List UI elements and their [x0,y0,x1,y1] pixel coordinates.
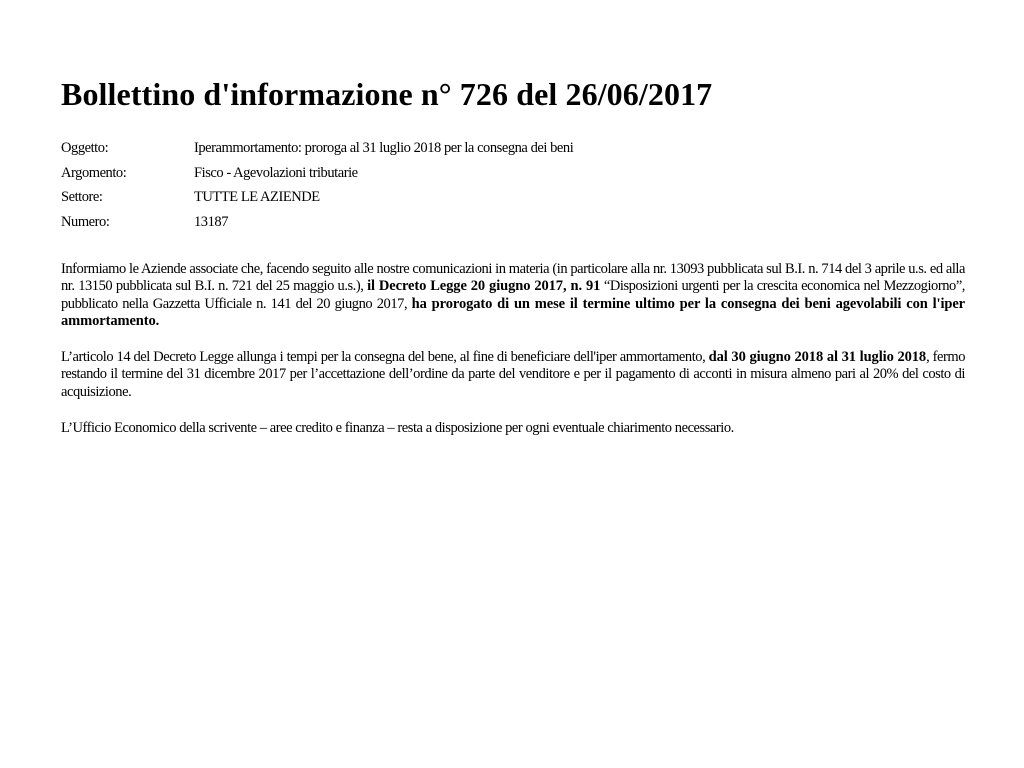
paragraph-bold-text: il Decreto Legge 20 giugno 2017, n. 91 [367,278,601,295]
paragraph-bold-text: dal 30 giugno 2018 al 31 luglio 2018 [708,349,927,366]
metadata-row-oggetto [61,138,961,158]
paragraph-text: L’Ufficio Economico della scrivente – aree credito e finanza – resta a disposizione per ogni eventuale chiarimento necessario. [61,420,734,437]
paragraph-bold-text: ha prorogato di un mese il termine ultimo per la consegna dei beni agevolabili con l'iper ammortamento. [61,295,966,329]
metadata-table [61,138,961,236]
paragraph-intro [61,261,965,330]
paragraph-article-14 [61,349,965,401]
metadata-label: Oggetto: [61,140,109,156]
metadata-label: Argomento: [61,164,127,181]
paragraph-contact [61,420,965,437]
paragraph-text: “Disposizioni urgenti per la crescita economica nel Mezzogiorno”, pubblicato nella Gazzetta Ufficiale n. 141 del 20 giugno 2017, [61,278,965,312]
page-title: Bollettino d'informazione n° 726 del 26/06/2017 [61,76,713,112]
metadata-value-subject: Iperammortamento: proroga al 31 luglio 2018 per la consegna dei beni [194,140,574,156]
metadata-label: Settore: [61,189,103,205]
metadata-row-argomento [61,163,961,183]
metadata-row-settore [61,187,961,207]
paragraph-text: , fermo restando il termine del 31 dicembre 2017 per l’accettazione dell’ordine da parte del venditore e per il pagamento di acconti in misura almeno pari al 20% del costo di acquisizione. [61,349,965,400]
metadata-value-topic: Fisco - Agevolazioni tributarie [194,164,358,181]
metadata-value-number: 13187 [194,213,229,230]
bulletin-body [61,261,965,456]
metadata-value-sector: TUTTE LE AZIENDE [194,189,320,205]
metadata-label: Numero: [61,213,110,230]
paragraph-text: Informiamo le Aziende associate che, facendo seguito alle nostre comunicazioni in materia (in particolare alla nr. 13093 pubblicata sul B.I. n. 714 del 3 aprile u.s. ed alla nr. 13150 pubblicata sul B.I. n. 721 del 25 maggio u.s.), [61,261,965,295]
metadata-row-numero [61,212,961,232]
paragraph-text: L’articolo 14 del Decreto Legge allunga i tempi per la consegna del bene, al fine di beneficiare dell'iper ammortamento, [61,349,709,366]
